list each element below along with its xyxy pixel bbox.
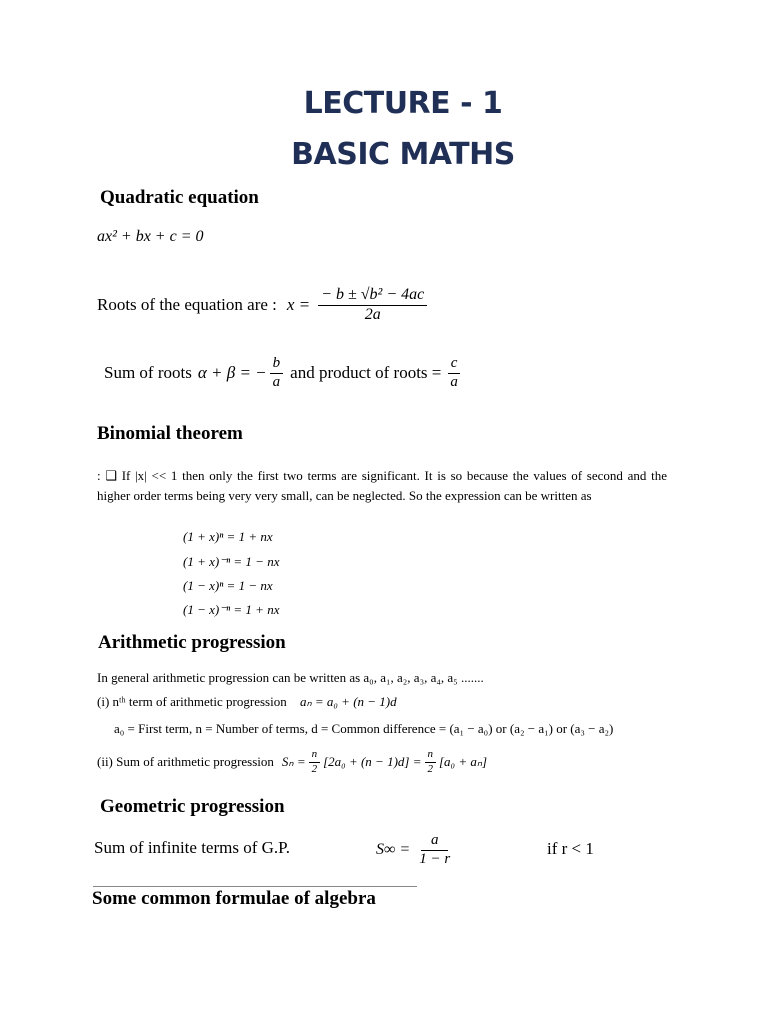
ap-sum-fraction-2 (425, 749, 437, 775)
roots-fraction (318, 287, 427, 324)
title-line-1: LECTURE - 1 (303, 86, 503, 121)
gp-lhs: S∞ = (376, 841, 411, 858)
ap-sum-fraction-2-num: n (425, 749, 437, 763)
section-divider (93, 886, 417, 887)
quadratic-equation: ax² + bx + c = 0 (97, 228, 204, 245)
ap-sum-end: [a₀ + aₙ] (439, 754, 488, 769)
ap-sum-fraction-2-den: 2 (427, 762, 433, 775)
ap-sum-row (97, 745, 487, 779)
title-line-2: BASIC MATHS (291, 137, 515, 172)
ap-sum-fraction-1-den: 2 (311, 762, 318, 775)
ap-sum-lhs: Sₙ = (281, 754, 306, 769)
sum-fraction (270, 356, 284, 391)
sum-denominator: a (272, 373, 281, 390)
geometric-heading: Geometric progression (100, 796, 285, 817)
gp-fraction (416, 833, 453, 868)
product-label: and product of roots = (290, 363, 442, 382)
sum-product-row (104, 350, 464, 396)
binomial-text: : ❑ If |x| << 1 then only the first two terms are significant. It is so because the values of second and the higher order terms being very very small, can be neglected. So the expression can be written as (97, 468, 667, 503)
gp-condition: if r < 1 (547, 839, 594, 858)
gp-formula (376, 828, 456, 872)
gp-denominator: 1 − r (419, 850, 451, 867)
binomial-formula-3: (1 − x)ⁿ = 1 − nx (183, 578, 273, 593)
ap-sum-fraction-1 (309, 749, 321, 775)
product-fraction (447, 356, 461, 391)
algebra-heading: Some common formulae of algebra (92, 888, 376, 909)
roots-row (97, 281, 430, 329)
gp-numerator: a (421, 833, 449, 851)
ap-sum-mid: [2a₀ + (n − 1)d] = (323, 754, 422, 769)
roots-denominator: 2a (364, 305, 381, 323)
nth-term-row (97, 694, 397, 710)
roots-lhs: x = (286, 295, 311, 314)
ap-definitions: a₀ = First term, n = Number of terms, d = Common difference = (a₁ − a₀) or (a₂ − a₁) or (a₃ − a₂) (114, 721, 614, 736)
product-denominator: a (450, 373, 458, 390)
sum-numerator: b (270, 356, 284, 374)
nth-term-label: (i) nᵗʰ term of arithmetic progression (97, 694, 287, 709)
gp-label: Sum of infinite terms of G.P. (94, 838, 290, 857)
binomial-formula-2: (1 + x)⁻ⁿ = 1 − nx (183, 554, 280, 569)
ap-sum-fraction-1-num: n (309, 749, 321, 763)
arithmetic-general: In general arithmetic progression can be written as a₀, a₁, a₂, a₃, a₄, a₅ ....... (97, 670, 484, 685)
product-numerator: c (448, 356, 461, 374)
roots-numerator: − b ± √b² − 4ac (318, 287, 427, 306)
arithmetic-heading: Arithmetic progression (98, 632, 286, 653)
sum-label: Sum of roots (104, 363, 192, 382)
roots-label: Roots of the equation are : (97, 295, 277, 314)
quadratic-heading: Quadratic equation (100, 187, 259, 208)
binomial-heading: Binomial theorem (97, 423, 243, 444)
nth-term-formula: aₙ = a₀ + (n − 1)d (299, 694, 397, 709)
ap-sum-label: (ii) Sum of arithmetic progression (97, 754, 274, 769)
binomial-formula-1: (1 + x)ⁿ = 1 + nx (183, 529, 273, 544)
binomial-formula-4: (1 − x)⁻ⁿ = 1 + nx (183, 602, 280, 617)
sum-lhs: α + β = − (197, 363, 267, 382)
